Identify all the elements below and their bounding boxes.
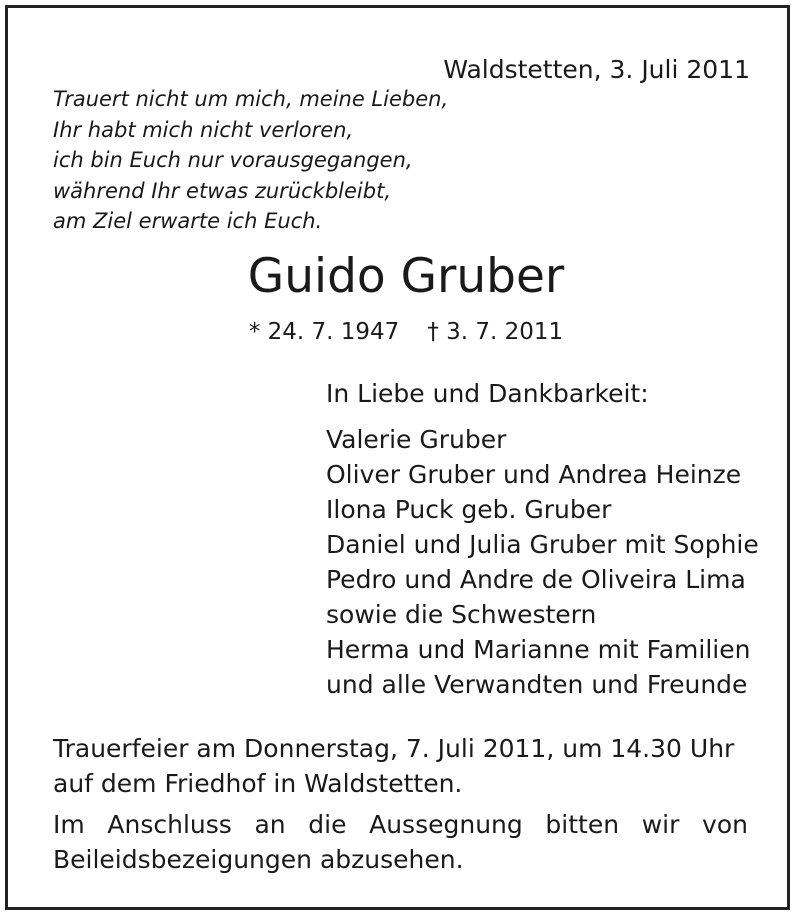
mourners-heading: In Liebe und Dankbarkeit:	[326, 379, 649, 408]
poem-line: Trauert nicht um mich, meine Lieben,	[53, 87, 449, 111]
poem	[53, 84, 483, 237]
death-date: † 3. 7. 2011	[427, 319, 564, 345]
mourner-line: Daniel und Julia Gruber mit Sophie	[326, 530, 759, 559]
deceased-name: Guido Gruber	[247, 249, 565, 304]
mourner-line: Herma und Marianne mit Familien	[326, 635, 751, 664]
birth-date: * 24. 7. 1947	[248, 319, 400, 345]
poem-line: am Ziel erwarte ich Euch.	[53, 209, 323, 233]
mourner-line: und alle Verwandten und Freunde	[326, 670, 748, 699]
mourner-line: Ilona Puck geb. Gruber	[326, 495, 612, 524]
mourner-line: Pedro und Andre de Oliveira Lima	[326, 565, 746, 594]
poem-line: ich bin Euch nur vorausgegangen,	[53, 148, 413, 172]
life-dates	[8, 316, 790, 348]
place-date: Waldstetten, 3. Juli 2011	[443, 55, 750, 84]
mourner-line: Valerie Gruber	[326, 425, 507, 454]
poem-line: Ihr habt mich nicht verloren,	[53, 117, 354, 142]
poem-line: während Ihr etwas zurückbleibt,	[53, 178, 391, 203]
mourners-block	[326, 376, 761, 702]
obituary-notice	[5, 5, 790, 910]
mourner-line: sowie die Schwestern	[326, 600, 597, 629]
mourner-line: Oliver Gruber und Andrea Heinze	[326, 460, 742, 489]
condolence-request-text: Im Anschluss an die Aussegnung bitten wir von Beileidsbezeigungen abzusehen.	[53, 810, 748, 874]
funeral-ceremony-text: Trauerfeier am Donnerstag, 7. Juli 2011, um 14.30 Uhr auf dem Friedhof in Waldstetten.	[53, 734, 735, 798]
